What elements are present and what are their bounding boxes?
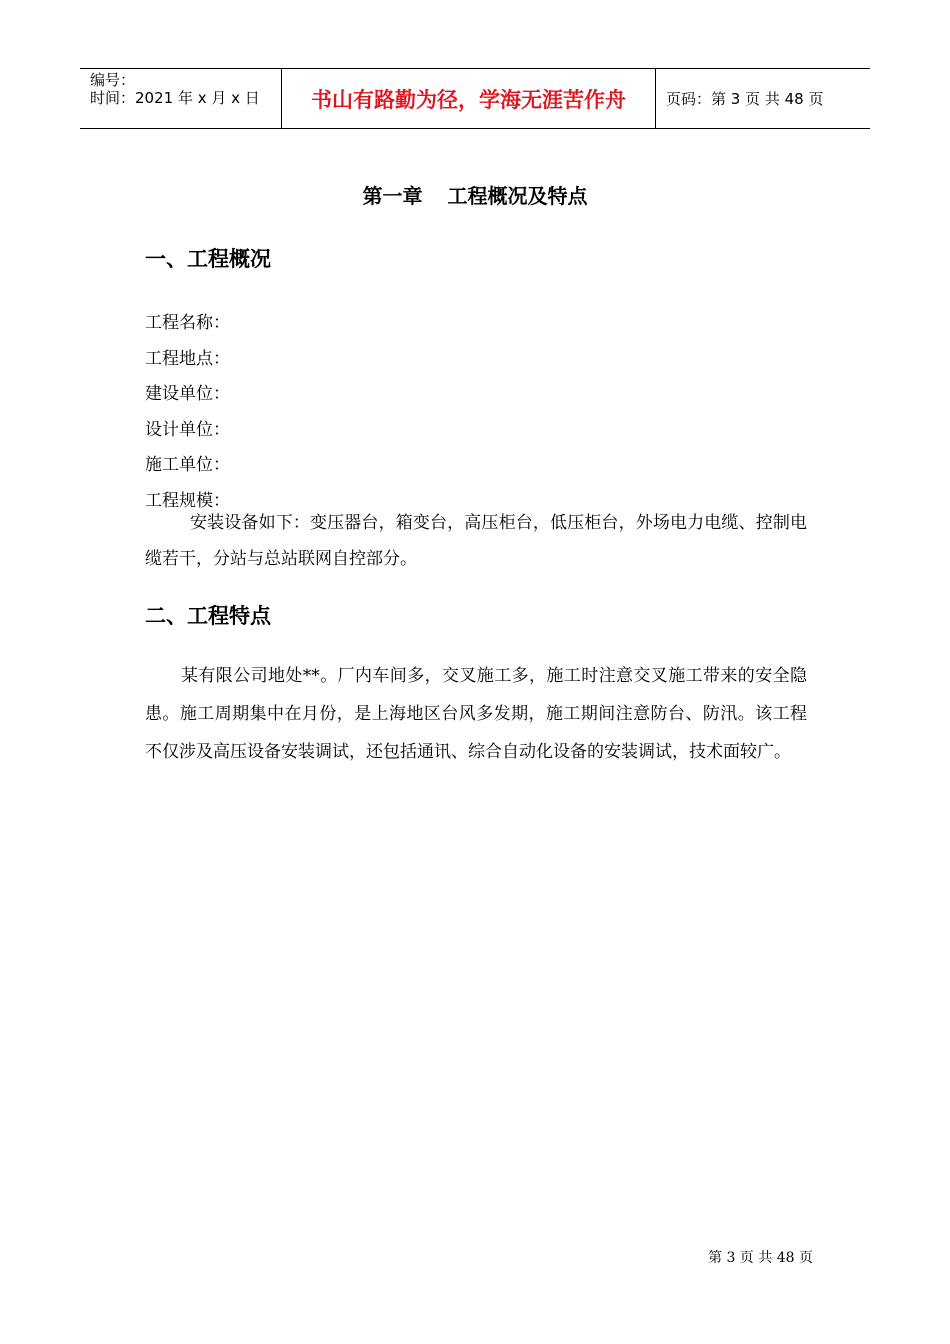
field-project-scale: 工程规模： <box>145 490 230 511</box>
page-header <box>80 68 870 129</box>
field-project-location: 工程地点： <box>145 348 230 369</box>
field-design-unit: 设计单位： <box>145 419 230 440</box>
header-time-label: 时间：2021 年 x 月 x 日 <box>90 89 260 107</box>
page-footer: 第 3 页 共 48 页 <box>708 1250 813 1266</box>
section1-heading: 一、工程概况 <box>145 247 271 271</box>
chapter-title: 第一章 工程概况及特点 <box>362 184 588 208</box>
field-project-name: 工程名称： <box>145 313 230 333</box>
header-motto: 书山有路勤为径，学海无涯苦作舟 <box>282 69 656 128</box>
field-builder-unit: 施工单位： <box>145 455 230 475</box>
header-left-cell <box>80 69 282 128</box>
section1-paragraph: 安装设备如下：变压器台，箱变台，高压柜台，低压柜台，外场电力电缆、控制电缆若干，分站与总站联网自控部分。 <box>145 513 807 569</box>
header-page-info: 页码：第 3 页 共 48 页 <box>666 90 824 108</box>
field-construction-unit: 建设单位： <box>145 384 230 404</box>
section1-field-list <box>145 306 230 519</box>
section2-paragraph: 某有限公司地处**。厂内车间多，交叉施工多，施工时注意交叉施工带来的安全隐患。施工周期集中在月份，是上海地区台风多发期，施工期间注意防台、防汛。该工程不仅涉及高压设备安装调试，还包括通讯、综合自动化设备的安装调试，技术面较广。 <box>145 666 807 762</box>
section2-heading: 二、工程特点 <box>145 604 271 628</box>
header-number-label: 编号： <box>90 71 136 89</box>
